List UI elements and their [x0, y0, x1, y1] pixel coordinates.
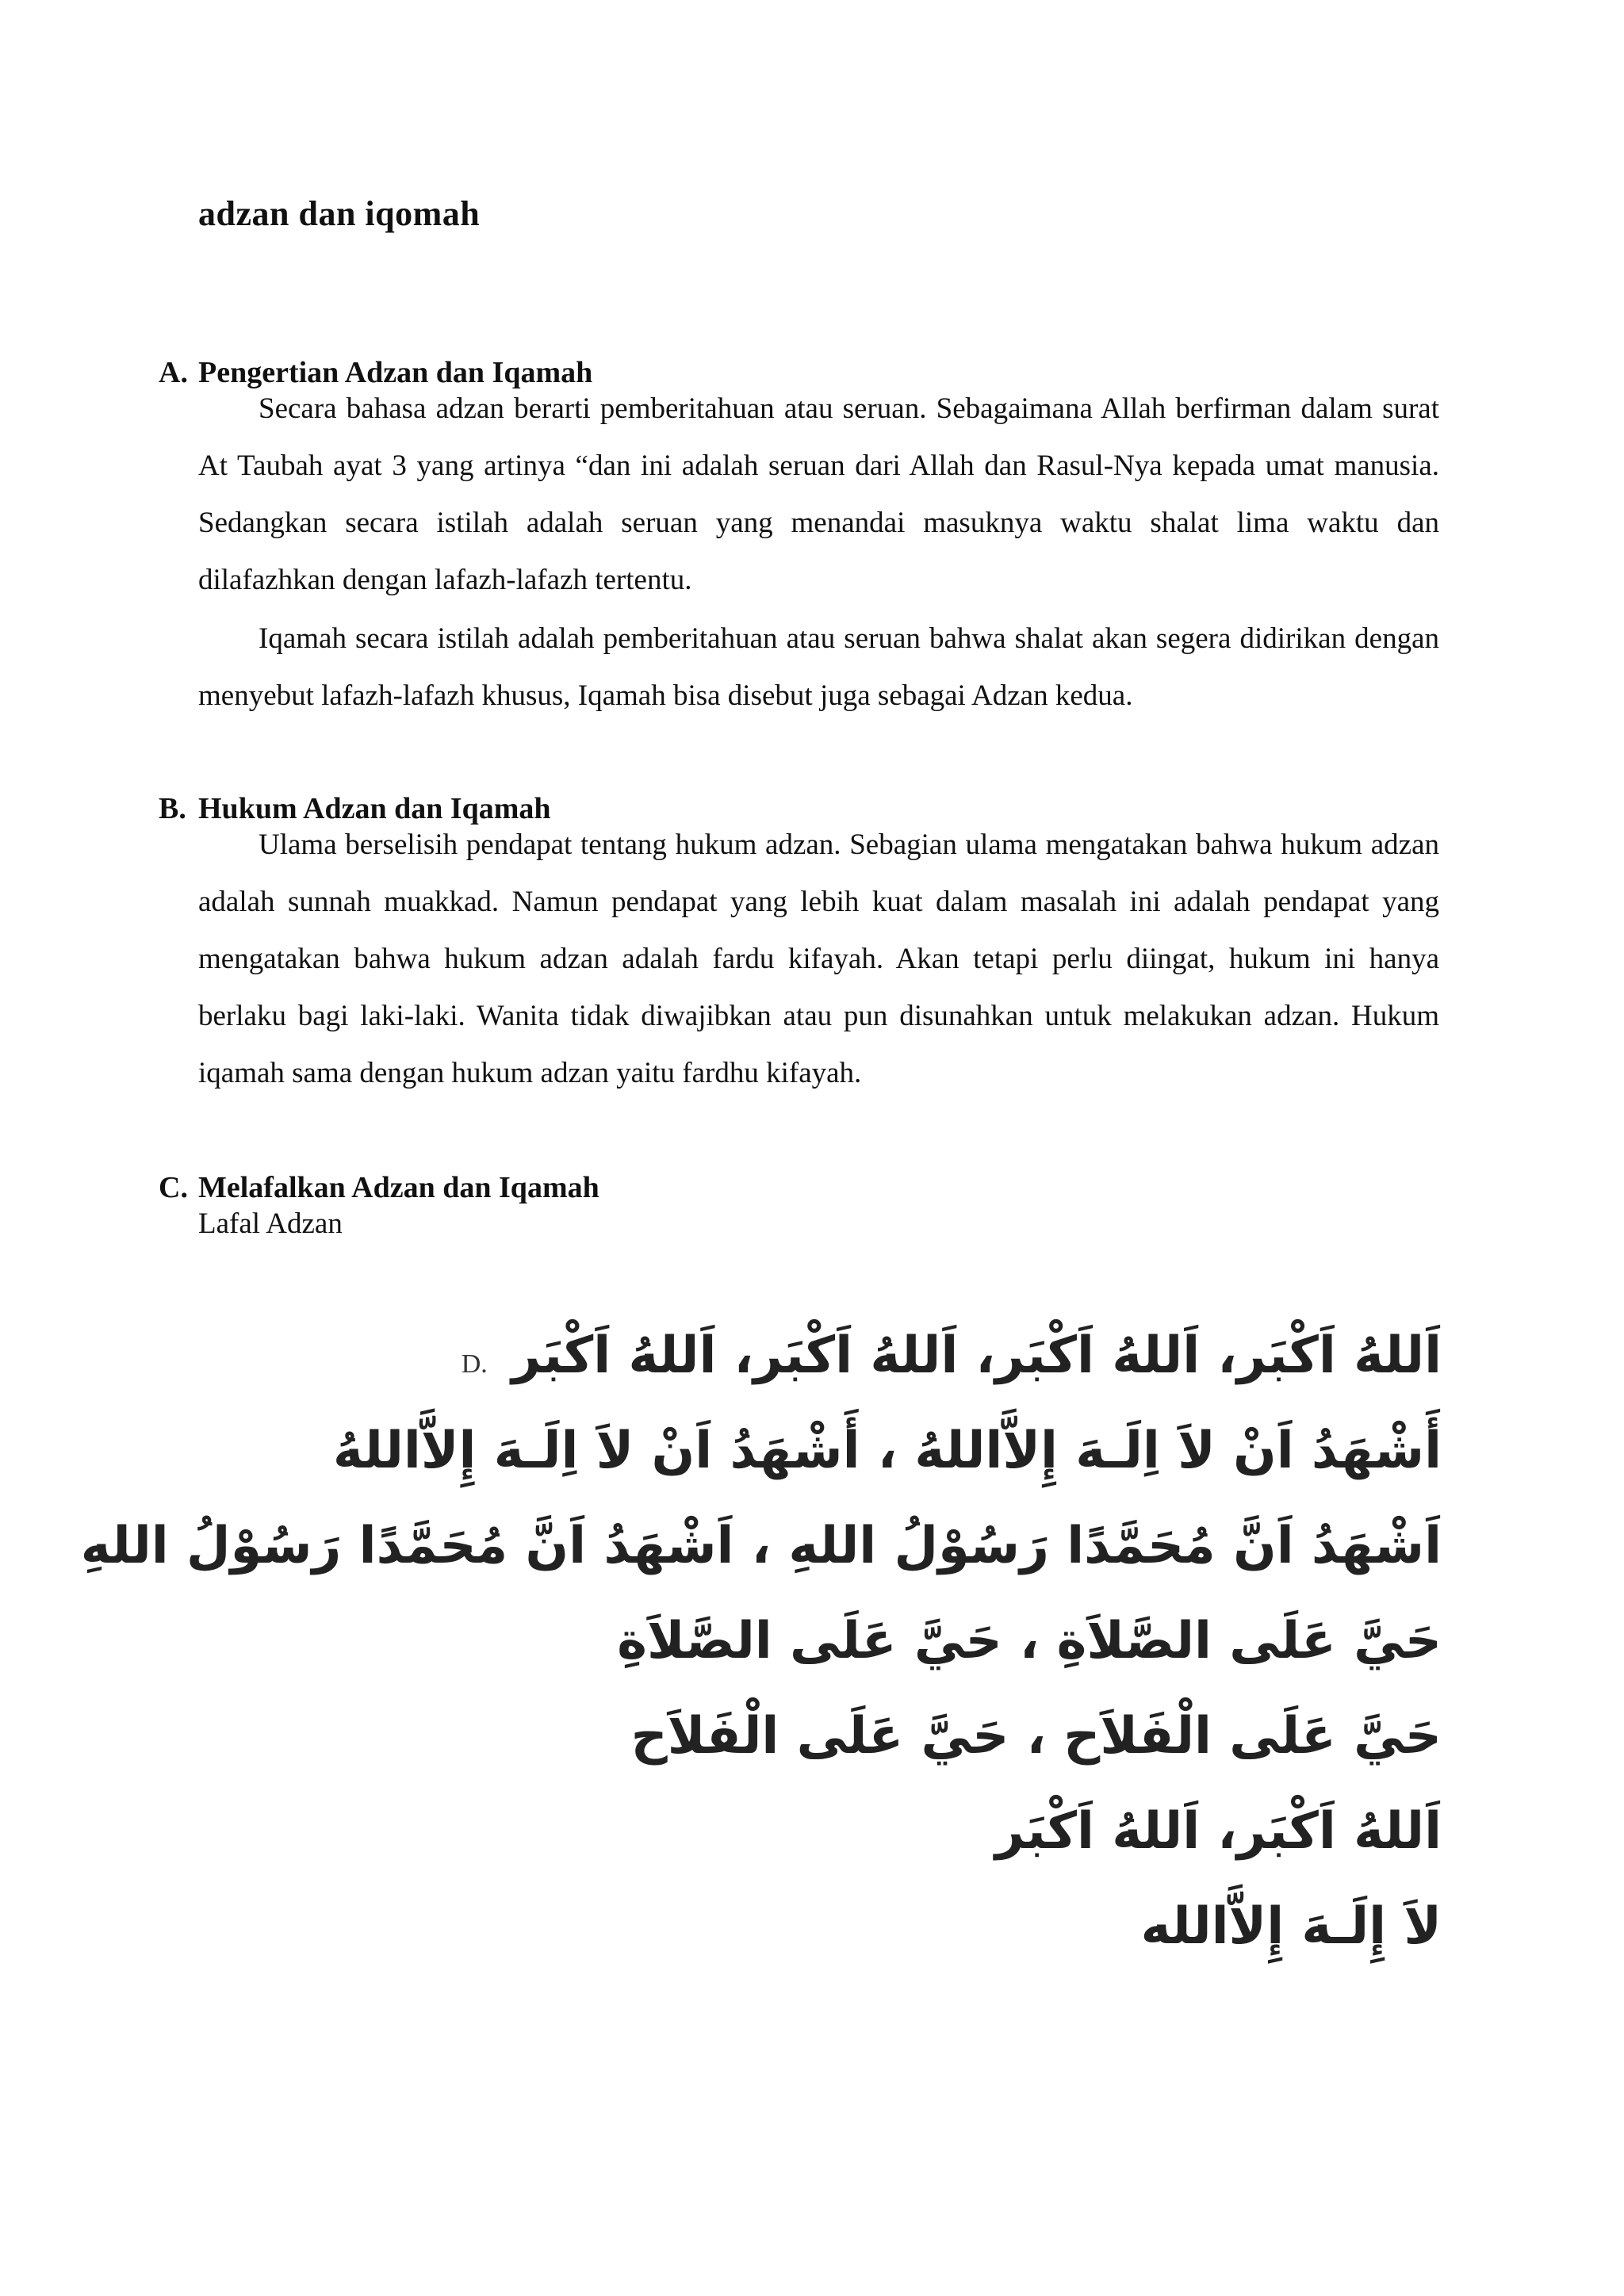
section-a-letter: A. [159, 356, 188, 389]
adzan-line-4: حَيَّ عَلَى الصَّلاَةِ ، حَيَّ عَلَى الصَّلاَةِ [617, 1612, 1442, 1670]
section-a-title: Pengertian Adzan dan Iqamah [198, 356, 593, 389]
adzan-list-marker: D. [461, 1349, 488, 1379]
section-c-heading [159, 1170, 599, 1205]
adzan-line-1-text: اَللهُ اَكْبَر، اَللهُ اَكْبَر، اَللهُ اَكْبَر، اَللهُ اَكْبَر [511, 1326, 1442, 1385]
section-b-letter: B. [159, 792, 186, 825]
adzan-line-3: اَشْهَدُ اَنَّ مُحَمَّدًا رَسُوْلُ اللهِ ، اَشْهَدُ اَنَّ مُحَمَّدًا رَسُوْلُ اللهِ [80, 1517, 1442, 1575]
section-a-paragraph-2: Iqamah secara istilah adalah pemberitahuan atau seruan bahwa shalat akan segera didirikan dengan menyebut lafazh-lafazh khusus, Iqamah bisa disebut juga sebagai Adzan kedua. [198, 622, 1439, 712]
section-b-paragraph-1: Ulama berselisih pendapat tentang hukum adzan. Sebagian ulama mengatakan bahwa hukum adzan adalah sunnah muakkad. Namun pendapat yang lebih kuat dalam masalah ini adalah pendapat yang mengatakan bahwa hukum adzan adalah fardu kifayah. Akan tetapi perlu diingat, hukum ini hanya berlaku bagi laki-laki. Wanita tidak diwajibkan atau pun disunahkan untuk melakukan adzan. Hukum iqamah sama dengan hukum adzan yaitu fardhu kifayah. [198, 828, 1439, 1089]
adzan-line-6: اَللهُ اَكْبَر، اَللهُ اَكْبَر [994, 1802, 1442, 1861]
adzan-arabic-text [80, 1308, 1442, 1974]
section-c-letter: C. [159, 1171, 188, 1204]
adzan-line-1 [173, 1308, 1442, 1403]
section-b-title: Hukum Adzan dan Iqamah [198, 792, 551, 825]
adzan-line-2: أَشْهَدُ اَنْ لاَ اِلَـهَ إِلاَّاللهُ ، أَشْهَدُ اَنْ لاَ اِلَـهَ إِلاَّاللهُ [332, 1422, 1442, 1480]
section-c-title: Melafalkan Adzan dan Iqamah [198, 1171, 599, 1204]
adzan-line-5: حَيَّ عَلَى الْفَلاَح ، حَيَّ عَلَى الْفَلاَح [630, 1707, 1442, 1766]
adzan-line-7: لاَ إِلَـهَ إِلاَّالله [1140, 1897, 1442, 1956]
document-title: adzan dan iqomah [198, 194, 481, 233]
section-a-paragraph-1: Secara bahasa adzan berarti pemberitahuan atau seruan. Sebagaimana Allah berfirman dalam surat At Taubah ayat 3 yang artinya “dan ini adalah seruan dari Allah dan Rasul-Nya kepada umat manusia. Sedangkan secara istilah adalah seruan yang menandai masuknya waktu shalat lima waktu dan dilafazhkan dengan lafazh-lafazh tertentu. [198, 392, 1439, 596]
lafal-adzan-subheading: Lafal Adzan [198, 1207, 343, 1240]
